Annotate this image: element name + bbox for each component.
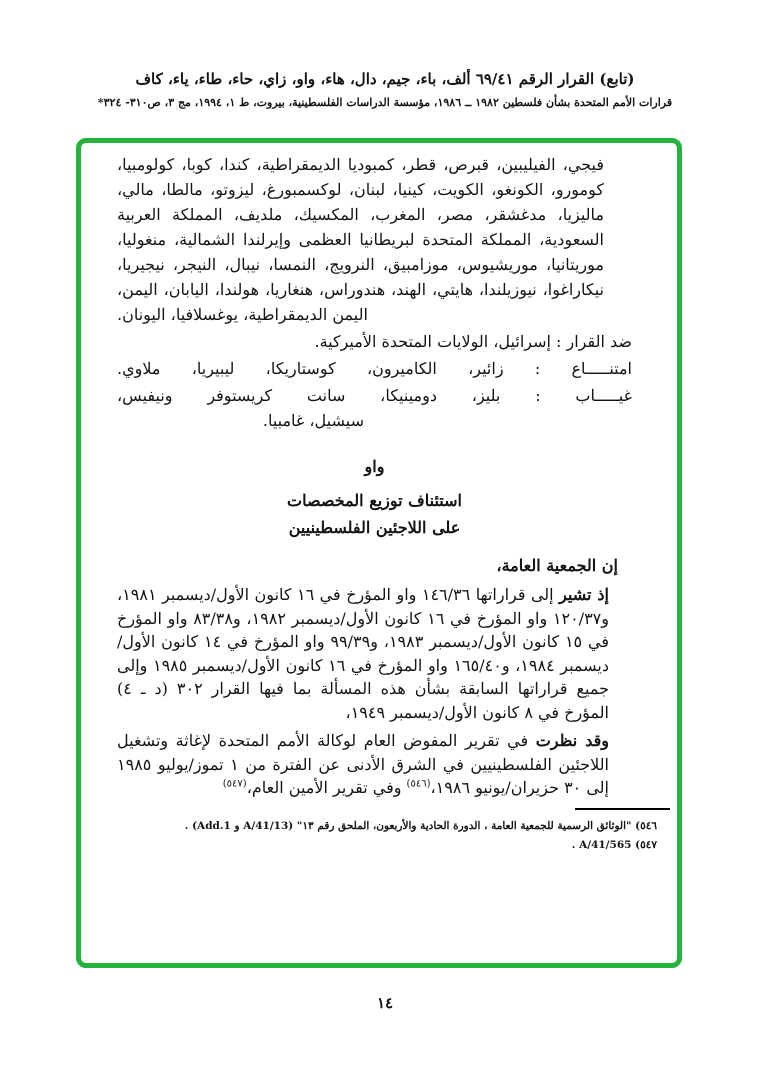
- resolution-header-title: (تابع) القرار الرقم ٦٩/٤١ ألف، باء، جيم، دال، هاء، واو، زاي، حاء، طاء، ياء، كاف: [135, 70, 635, 88]
- paragraph-body-text: إلى قراراتها ١٤٦/٣٦ واو المؤرخ في ١٦ كانون الأول/ديسمبر ١٩٨١، و١٢٠/٣٧ واو المؤرخ في ١٦ كانون الأول/ديسمبر ١٩٨٢، و٨٣/٣٨ واو المؤرخ في ١٥ كانون الأول/ديسمبر ١٩٨٣، و٩٩/٣٩ واو المؤرخ في ١٤ كانون الأول/ديسمبر ١٩٨٤، و١٦٥/٤٠ واو المؤرخ في ١٦ كانون الأول/ديسمبر ١٩٨٥ وإلى جميع قراراتها السابقة بشأن هذه المسألة بما فيها القرار ٣٠٢ (د ـ ٤) المؤرخ في ٨ كانون الأول/ديسمبر ١٩٤٩،: [117, 585, 610, 722]
- section-title-line-1: استئناف توزيع المخصصات: [287, 491, 462, 510]
- section-title-line-2: على اللاجئين الفلسطينيين: [288, 518, 461, 537]
- footnote-reference-547: (٥٤٧): [222, 778, 247, 790]
- footnotes-block: [117, 817, 657, 855]
- resolution-header-source-citation: قرارات الأمم المتحدة بشأن فلسطين ١٩٨٢ ــ ١٩٨٦، مؤسسة الدراسات الفلسطينية، بيروت، ط ١، ١٩٩٤، مج ٣، ص٣١٠- ٣٢٤*: [97, 96, 673, 109]
- preamble-paragraph-having-considered: [117, 729, 609, 800]
- footnote-546: ٥٤٦) "الوثائق الرسمية للجمعية العامة ، الدورة الحادية والأربعون، الملحق رقم ١٣" (A/41/13 و Add.1) .: [184, 819, 657, 832]
- footnote-separator-rule: [575, 808, 670, 810]
- page-number: ١٤: [376, 994, 394, 1012]
- preamble-intro-line: إن الجمعية العامة،: [496, 556, 618, 575]
- paragraph-body-text: في تقرير المفوض العام لوكالة الأمم المتحدة لإغاثة وتشغيل اللاجئين الفلسطينيين في الشرق الأدنى عن الفترة من ١ تموز/يوليو ١٩٨٥ إلى ٣٠ حزيران/يونيو ١٩٨٦،: [117, 731, 609, 797]
- paragraph-lead-phrase: وقد نظرت: [535, 731, 610, 750]
- vote-absent-line: غيـــــاب : بليز، دومينيكا، سانت كريستوفر ونيفيس،: [117, 386, 632, 405]
- vote-abstain-line: امتنـــــاع : زائير، الكاميرون، كوستاريكا، ليبيريا، ملاوي.: [117, 359, 632, 378]
- preamble-paragraph-recalling: [117, 583, 609, 724]
- footnote-reference-546: (٥٤٦): [406, 778, 431, 790]
- footnote-547: ٥٤٧) A/41/565 .: [571, 838, 657, 851]
- highlighted-resolution-box: [76, 138, 682, 968]
- paragraph-body-text: وفي تقرير الأمين العام،: [246, 778, 407, 797]
- vote-absent-continuation-line: سيشيل، غامبيا.: [262, 411, 364, 430]
- section-letter-heading: واو: [364, 457, 385, 476]
- page-header: [0, 70, 770, 109]
- paragraph-lead-phrase: إذ تشير: [559, 585, 610, 604]
- vote-in-favour-country-list: فيجي، الفيليبين، قبرص، قطر، كمبوديا الديمقراطية، كندا، كوبا، كولومبيا، كومورو، الكونغو، الكويت، كينيا، لبنان، لوكسمبورغ، ليزوتو، مالطا، مالي، ماليزيا، مدغشقر، مصر، المغرب، المكسيك، ملديف، المملكة العربية السعودية، المملكة المتحدة لبريطانيا العظمى وإيرلندا الشمالية، منغوليا، موريتانيا، موريشيوس، موزامبيق، النرويج، النمسا، نيبال، النيجر، نيجيريا، نيكاراغوا، نيوزيلندا، هايتي، الهند، هندوراس، هنغاريا، هولندا، اليابان، اليمن، اليمن الديمقراطية، يوغسلافيا، اليونان.: [117, 155, 604, 324]
- vote-against-line: ضد القرار : إسرائيل، الولايات المتحدة الأميركية.: [314, 332, 632, 351]
